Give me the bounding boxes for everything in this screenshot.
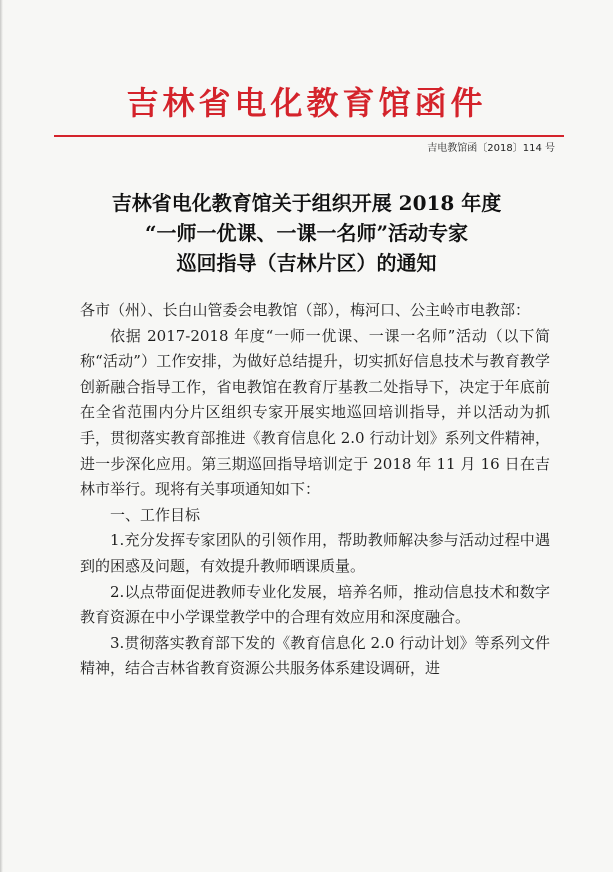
goal-item-3: 3.贯彻落实教育部下发的《教育信息化 2.0 行动计划》等系列文件精神，结合吉林省教育资源公共服务体系建设调研，进 bbox=[80, 633, 550, 678]
scan-edge-shadow bbox=[0, 0, 3, 872]
letterhead-red-rule bbox=[54, 135, 564, 137]
title-line-3: 巡回指导（吉林片区）的通知 bbox=[176, 251, 437, 275]
title-line-1: 吉林省电化教育馆关于组织开展 2018 年度 bbox=[111, 191, 502, 215]
notice-title bbox=[60, 188, 553, 278]
notice-body bbox=[80, 298, 550, 682]
section-heading-work-goals: 一、工作目标 bbox=[110, 505, 201, 524]
goal-item-2: 2.以点带面促进教师专业化发展，培养名师，推动信息技术和数字教育资源在中小学课堂教学中的合理有效应用和深度融合。 bbox=[80, 582, 550, 627]
goal-item-1: 1.充分发挥专家团队的引领作用，帮助教师解决参与活动过程中遇到的困惑及问题，有效提升教师晒课质量。 bbox=[80, 531, 550, 575]
letterhead-title: 吉林省电化教育馆函件 bbox=[126, 84, 487, 122]
title-line-2: “一师一优课、一课一名师”活动专家 bbox=[144, 221, 468, 245]
intro-paragraph: 依据 2017-2018 年度“一师一优课、一课一名师”活动（以下简称“活动”）工作安排，为做好总结提升，切实抓好信息技术与教育教学创新融合指导工作，省电教馆在教育厅基教二处指导下，决定于年底前在全省范围内分片区组织专家开展实地巡回培训指导，并以活动为抓手，贯彻落实教育部推进《教育信息化 2.0 行动计划》系列文件精神，进一步深化应用。第三期巡回指导培训定于 2018 年 11 月 16 日在吉林市举行。现将有关事项通知如下： bbox=[80, 326, 550, 499]
document-number: 吉电教馆函〔2018〕114 号 bbox=[427, 143, 555, 154]
addressee-paragraph: 各市（州）、长白山管委会电教馆（部），梅河口、公主岭市电教部： bbox=[80, 301, 531, 319]
